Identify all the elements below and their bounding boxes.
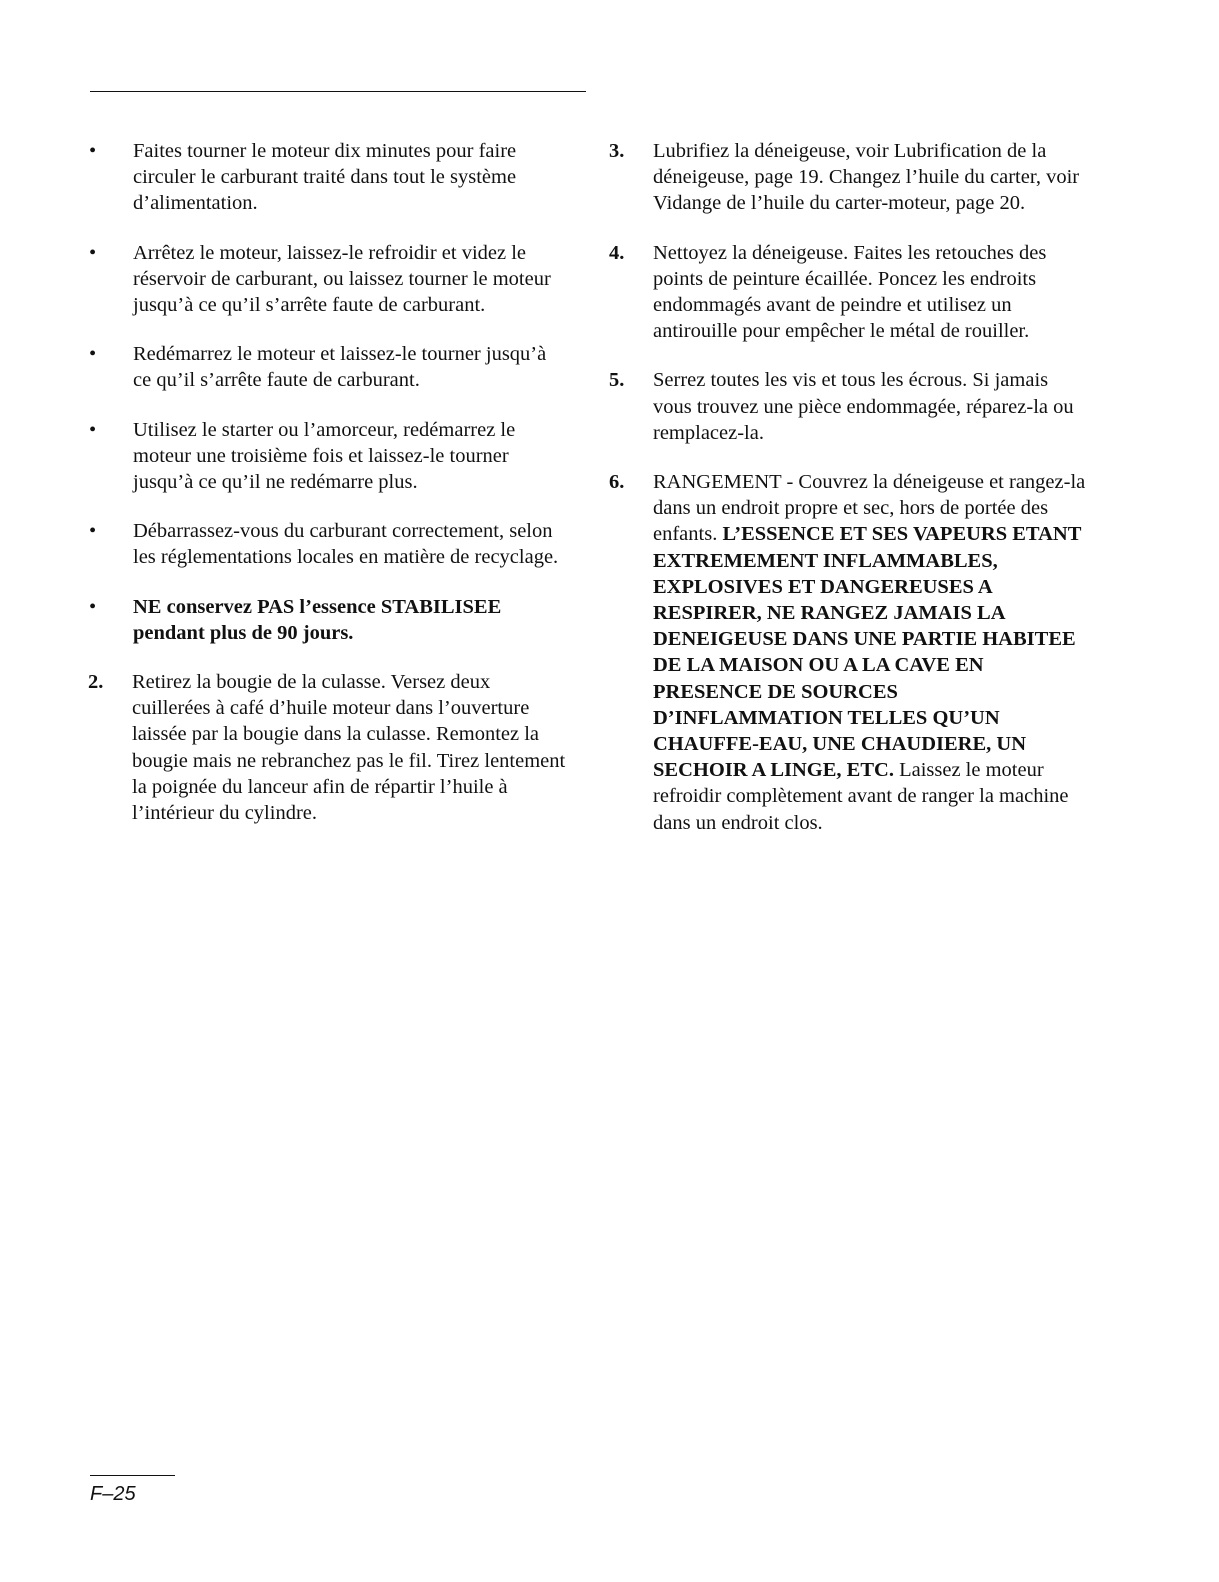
footer-divider <box>90 1475 175 1476</box>
bullet-marker: • <box>89 241 97 264</box>
step-6-intro: RANGEMENT - Couvrez la déneigeuse et rangez-la dans un endroit propre et sec, hors de portée des enfants. <box>653 471 1086 546</box>
bullet-marker: • <box>89 140 97 162</box>
left-column <box>88 138 568 849</box>
step-5 <box>609 367 1089 446</box>
step-number: 5. <box>609 369 625 392</box>
step-text: Nettoyez la déneigeuse. Faites les retouches des points de peinture écaillée. Poncez les endroits endommagés avant de peindre et utilisez un antirouille pour empêcher le métal de rouiller. <box>653 241 1047 343</box>
right-column <box>609 138 1089 859</box>
step-number: 3. <box>609 140 625 162</box>
step-6-warning: L’ESSENCE ET SES VAPEURS ETANT EXTREMEMENT INFLAMMABLES, EXPLOSIVES ET DANGEREUSES A RESPIRER, NE RANGEZ JAMAIS LA DENEIGEUSE DANS UNE PARTIE HABITEE DE LA MAISON OU A LA CAVE EN PRESENCE DE SOURCES D’INFLAMMATION TELLES QU’UN CHAUFFE-EAU, UNE CHAUDIERE, UN SECHOIR A LINGE, ETC. <box>653 523 1081 782</box>
step-text <box>653 469 1089 836</box>
step-number: 6. <box>609 471 625 494</box>
bullet-text: Débarrassez-vous du carburant correctement, selon les réglementations locales en matière de recyclage. <box>133 520 559 569</box>
step-6 <box>609 469 1089 836</box>
step-text: Serrez toutes les vis et tous les écrous. Si jamais vous trouvez une pièce endommagée, réparez-la ou remplacez-la. <box>653 369 1074 444</box>
bullet-marker: • <box>89 343 97 366</box>
bullet-text: Redémarrez le moteur et laissez-le tourner jusqu’à ce qu’il s’arrête faute de carburant. <box>133 343 547 392</box>
step-number: 4. <box>609 241 625 264</box>
step-4 <box>609 240 1089 345</box>
list-item <box>88 594 568 646</box>
bullet-text: Arrêtez le moteur, laissez-le refroidir et videz le réservoir de carburant, ou laissez tourner le moteur jusqu’à ce qu’il s’arrête faute de carburant. <box>133 241 551 317</box>
step-6-outro: Laissez le moteur refroidir complètement avant de ranger la machine dans un endroit clos. <box>653 759 1069 834</box>
step-2 <box>88 669 568 826</box>
list-item <box>88 240 568 319</box>
step-number: 2. <box>88 671 104 694</box>
top-divider <box>90 91 586 92</box>
list-item <box>88 417 568 496</box>
step-text: Retirez la bougie de la culasse. Versez deux cuillerées à café d’huile moteur dans l’ouverture laissée par la bougie dans la culasse. Remontez la bougie mais ne rebranchez pas le fil. Tirez lentement la poignée du lanceur afin de répartir l’huile à l’intérieur du cylindre. <box>132 671 566 825</box>
step-3 <box>609 138 1089 217</box>
bullet-marker: • <box>89 520 97 543</box>
page-number: F–25 <box>90 1483 136 1505</box>
bullet-marker: • <box>89 595 97 618</box>
step-text: Lubrifiez la déneigeuse, voir Lubrification de la déneigeuse, page 19. Changez l’huile du carter, voir Vidange de l’huile du carter-moteur, page 20. <box>653 140 1080 215</box>
bullet-text: Utilisez le starter ou l’amorceur, redémarrez le moteur une troisième fois et laissez-le tourner jusqu’à ce qu’il ne redémarre plus. <box>133 418 516 494</box>
bullet-marker: • <box>89 418 97 441</box>
list-item <box>88 518 568 570</box>
bullet-text: Faites tourner le moteur dix minutes pour faire circuler le carburant traité dans tout le système d’alimentation. <box>133 140 517 215</box>
list-item <box>88 138 568 217</box>
list-item <box>88 341 568 393</box>
bullet-text-warning: NE conservez PAS l’essence STABILISEE pendant plus de 90 jours. <box>133 595 502 644</box>
